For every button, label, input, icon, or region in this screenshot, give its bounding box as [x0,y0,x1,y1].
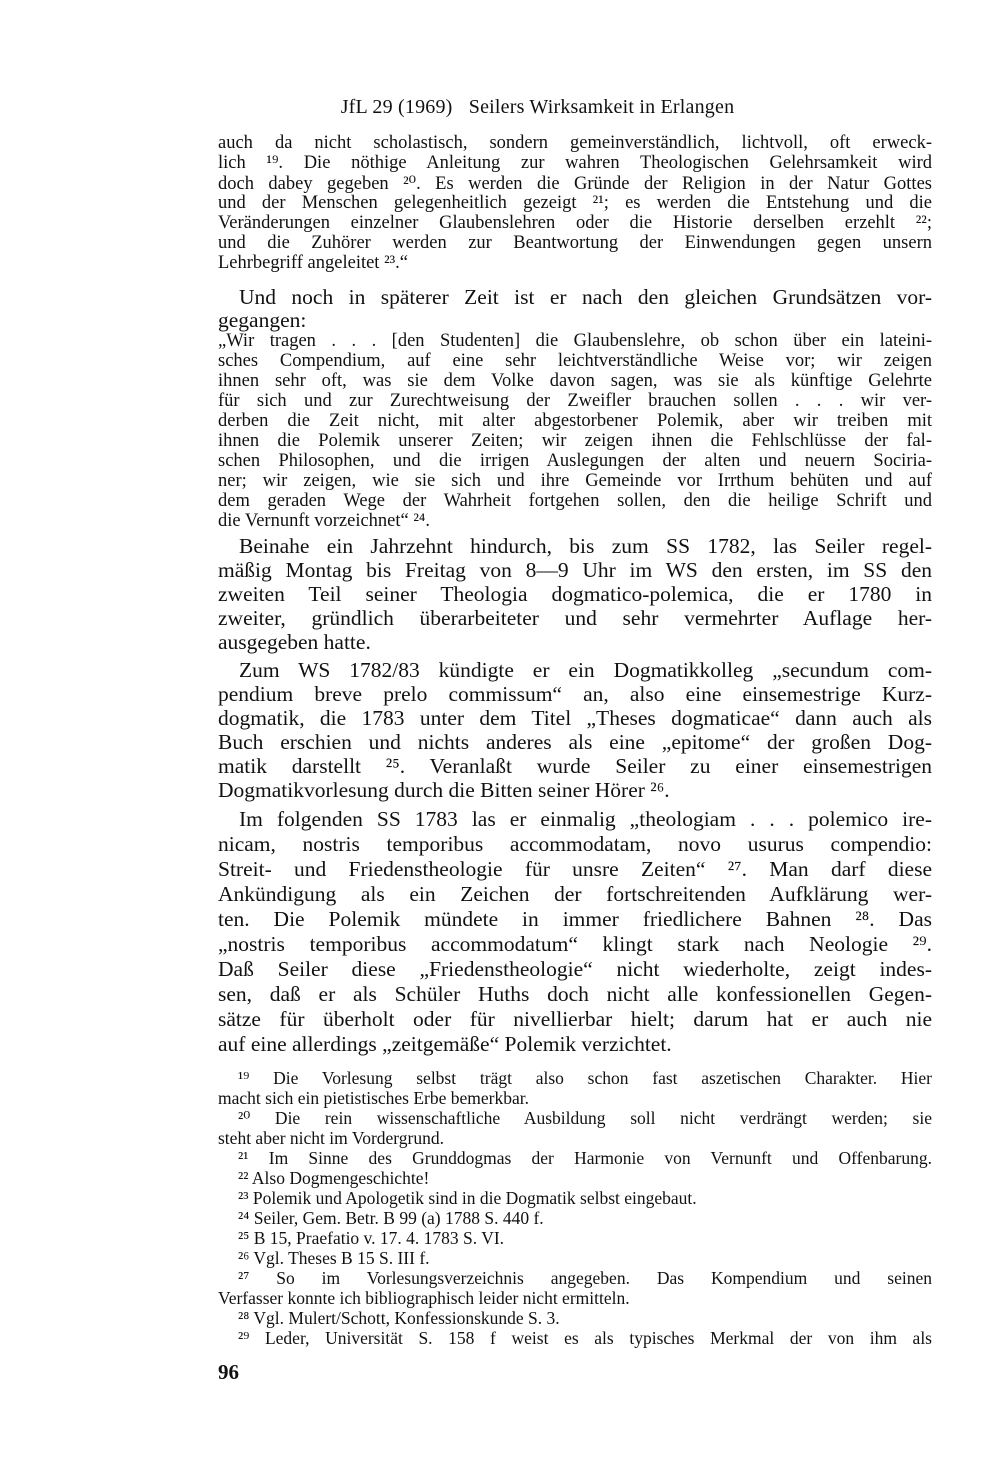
footnote-line: ²⁸ Vgl. Mulert/Schott, Konfessionskunde S. 3. [238,1308,560,1328]
quote-line: sches Compendium, auf eine sehr leichtverständliche Weise vor; wir zeigen [218,351,932,371]
footnote-line: ²⁰ Die rein wissenschaftliche Ausbildung soll nicht verdrängt werden; sie [238,1108,932,1128]
quote-line: ner; wir zeigen, wie sie sich und ihre Gemeinde vor Irrthum behüten und auf [218,471,932,491]
running-header [0,96,1000,119]
footnote-line: macht sich ein pietistisches Erbe bemerkbar. [218,1088,530,1108]
quote-line: und die Zuhörer werden zur Beantwortung der Einwendungen gegen unsern [218,233,932,253]
quote-line: ihnen die Polemik unserer Zeiten; wir zeigen ihnen die Fehlschlüsse der fal- [218,431,932,451]
paragraph-line: Beinahe ein Jahrzehnt hindurch, bis zum SS 1782, las Seiler regel- [239,534,932,558]
quote-line: derben die Zeit nicht, mit alter abgestorbener Polemik, aber wir treiben mit [218,411,932,431]
paragraph-line: Buch erschien und nichts anderes als eine „epitome“ der großen Dog- [218,730,932,754]
footnote-line: ²⁷ So im Vorlesungsverzeichnis angegeben. Das Kompendium und seinen [238,1268,932,1288]
paragraph-line: Und noch in späterer Zeit ist er nach den gleichen Grundsätzen vor- [239,285,932,309]
paragraph-line: zweiten Teil seiner Theologia dogmatico-polemica, die er 1780 in [218,582,932,606]
paragraph-line: „nostris temporibus accommodatum“ klingt stark nach Neologie ²⁹. [218,932,932,956]
footnote-line: ²¹ Im Sinne des Grunddogmas der Harmonie von Vernunft und Offenbarung. [238,1148,932,1168]
paragraph-line: Daß Seiler diese „Friedenstheologie“ nicht wiederholte, zeigt indes- [218,957,932,981]
footnote-line: ²³ Polemik und Apologetik sind in die Dogmatik selbst eingebaut. [238,1188,697,1208]
paragraph-line: Dogmatikvorlesung durch die Bitten seiner Hörer ²⁶. [218,778,670,802]
paragraph-line: sätze für überholt oder für nivellierbar hielt; darum hat er auch nie [218,1007,932,1031]
journal-citation: JfL 29 (1969) [340,96,453,118]
quote-line: dem geraden Wege der Wahrheit fortgehen sollen, den die heilige Schrift und [218,491,932,511]
footnote-line: Verfasser konnte ich bibliographisch leider nicht ermitteln. [218,1288,630,1308]
footnote-line: ²⁴ Seiler, Gem. Betr. B 99 (a) 1788 S. 440 f. [238,1208,544,1228]
paragraph-line: sen, daß er als Schüler Huths doch nicht alle konfessionellen Gegen- [218,982,932,1006]
quote-line: und der Menschen gelegenheitlich gezeigt ²¹; es werden die Entstehung und die [218,193,932,213]
page-number: 96 [218,1360,239,1384]
paragraph-line: pendium breve prelo commissum“ an, also eine einsemestrige Kurz- [218,682,932,706]
paragraph-line: dogmatik, die 1783 unter dem Titel „Theses dogmaticae“ dann auch als [218,706,932,730]
paragraph-line: Im folgenden SS 1783 las er einmalig „theologiam . . . polemico ire- [239,807,932,831]
paragraph-line: gegangen: [218,308,307,332]
paragraph-line: nicam, nostris temporibus accommodatam, novo usurus compendio: [218,832,932,856]
footnote-line: steht aber nicht im Vordergrund. [218,1128,445,1148]
quote-line: die Vernunft vorzeichnet“ ²⁴. [218,511,430,531]
quote-line: Veränderungen einzelner Glaubenslehren oder die Historie derselben erzehlt ²²; [218,213,932,233]
quote-line: schen Philosophen, und die irrigen Auslegungen der alten und neuern Sociria- [218,451,932,471]
paragraph-line: zweiter, gründlich überarbeiteter und sehr vermehrter Auflage her- [218,606,932,630]
paragraph-line: ten. Die Polemik mündete in immer friedlichere Bahnen ²⁸. Das [218,907,932,931]
footnote-line: ²⁶ Vgl. Theses B 15 S. III f. [238,1248,430,1268]
footnote-line: ²⁵ B 15, Praefatio v. 17. 4. 1783 S. VI. [238,1228,505,1248]
quote-line: ihnen sehr oft, was sie dem Volke davon sagen, was sie als künftige Gelehrte [218,371,932,391]
quote-line: auch da nicht scholastisch, sondern gemeinverständlich, lichtvoll, oft erweck- [218,133,932,153]
footnote-line: ¹⁹ Die Vorlesung selbst trägt also schon fast aszetischen Charakter. Hier [238,1068,932,1088]
footnote-line: ²² Also Dogmengeschichte! [238,1168,430,1188]
paragraph-line: Ankündigung als ein Zeichen der fortschreitenden Aufklärung wer- [218,882,932,906]
quote-line: Lehrbegriff angeleitet ²³.“ [218,253,409,273]
quote-line: lich ¹⁹. Die nöthige Anleitung zur wahren Theologischen Gelehrsamkeit wird [218,153,932,173]
paragraph-line: ausgegeben hatte. [218,630,371,654]
paragraph-line: auf eine allerdings „zeitgemäße“ Polemik verzichtet. [218,1032,672,1056]
quote-line: doch dabey gegeben ²⁰. Es werden die Gründe der Religion in der Natur Gottes [218,174,932,194]
paragraph-line: Zum WS 1782/83 kündigte er ein Dogmatikkolleg „secundum com- [239,658,932,682]
footnote-line: ²⁹ Leder, Universität S. 158 f weist es als typisches Merkmal der von ihm als [238,1328,932,1348]
quote-line: „Wir tragen . . . [den Studenten] die Glaubenslehre, ob schon über ein lateini- [218,331,932,351]
quote-line: für sich und zur Zurechtweisung der Zweifler brauchen sollen . . . wir ver- [218,391,932,411]
paragraph-line: Streit- und Friedenstheologie für unsre Zeiten“ ²⁷. Man darf diese [218,857,932,881]
paragraph-line: matik darstellt ²⁵. Veranlaßt wurde Seiler zu einer einsemestrigen [218,754,932,778]
running-title: Seilers Wirksamkeit in Erlangen [468,96,735,118]
paragraph-line: mäßig Montag bis Freitag von 8—9 Uhr im WS den ersten, im SS den [218,558,932,582]
